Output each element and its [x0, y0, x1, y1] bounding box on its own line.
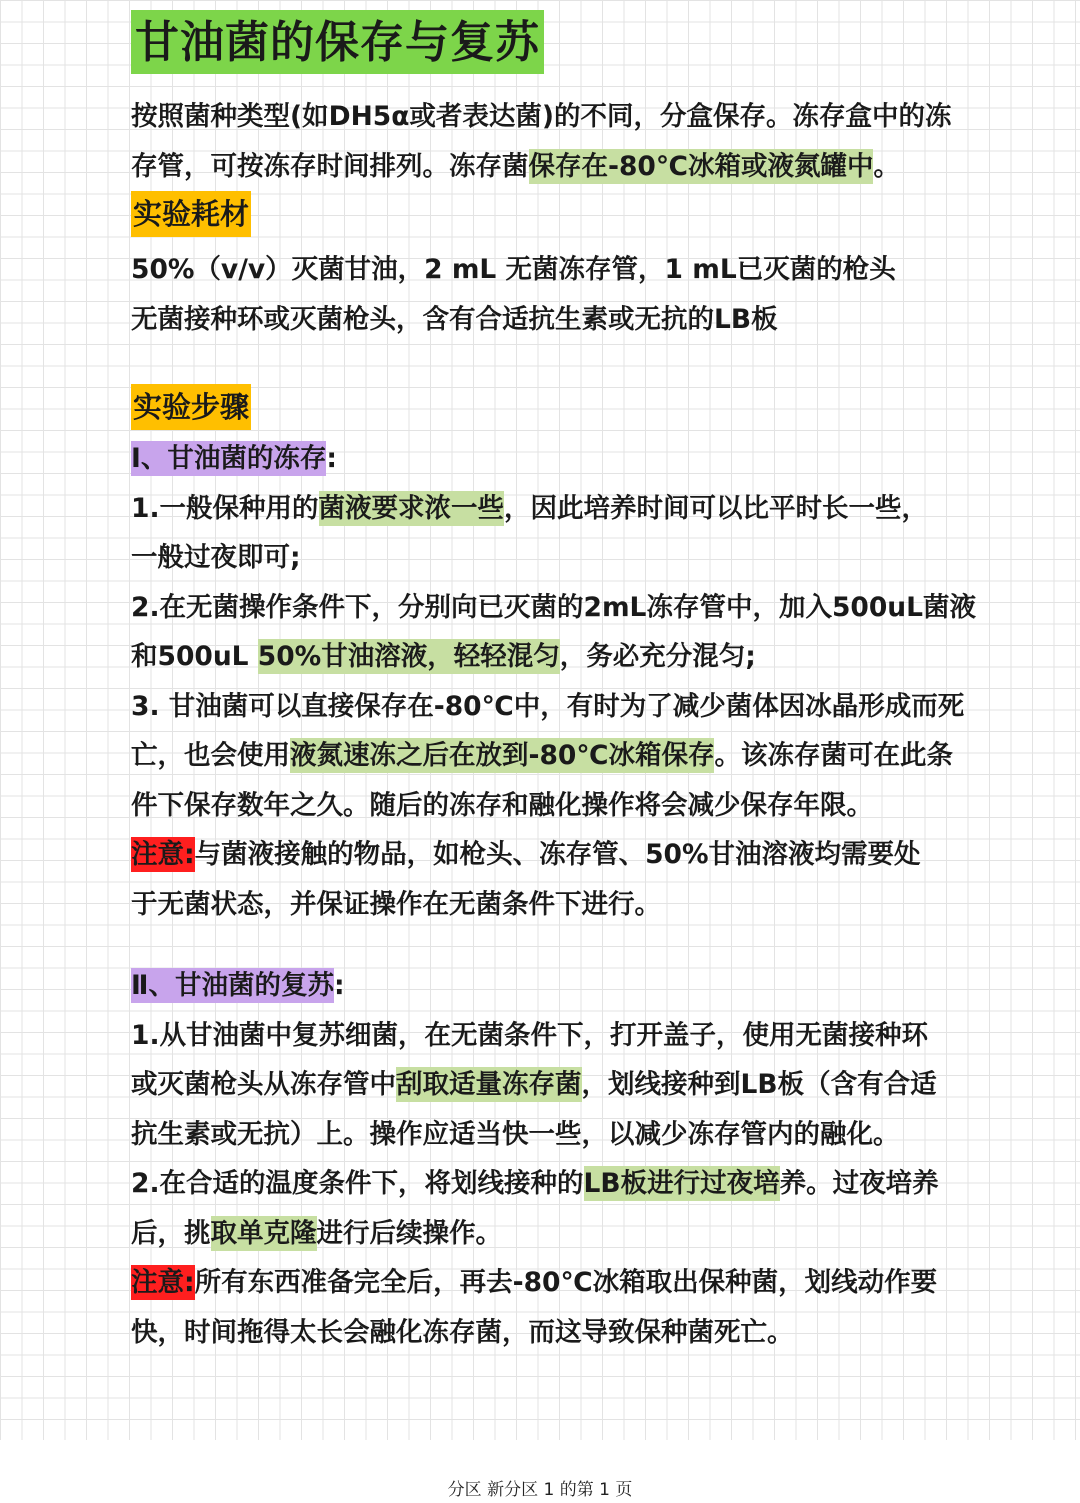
section-1-note-cont: 于无菌状态，并保证操作在无菌条件下进行。: [131, 888, 661, 920]
section-2-step-1-end: 抗生素或无抗）上。操作应适当快一些，以减少冻存管内的融化。: [131, 1118, 900, 1150]
section-1-step-1-cont: 一般过夜即可;: [131, 542, 301, 573]
intro-text: 存管，可按冻存时间排列。冻存菌: [131, 150, 529, 182]
section-2-colon: :: [333, 970, 345, 1001]
section-2-step-2-cont: [131, 1209, 1031, 1259]
section-1-note: [131, 830, 1031, 880]
section-2-step-1: 1.从甘油菌中复苏细菌，在无菌条件下，打开盖子，使用无菌接种环: [131, 1019, 929, 1051]
section-2-step-1-cont: [131, 1060, 1031, 1110]
section-1-step-3: 3. 甘油菌可以直接保存在-80℃中，有时为了减少菌体因冰晶形成而死: [131, 690, 965, 722]
section-2-title-line: [131, 961, 1031, 1011]
step-text: 或灭菌枪头从冻存管中: [131, 1069, 396, 1100]
section-1-step-2-cont: [131, 632, 1031, 682]
section-1-step-3-end: 件下保存数年之久。随后的冻存和融化操作将会减少保存年限。: [131, 789, 873, 821]
steps-heading: 实验步骤: [131, 384, 251, 430]
section-1-colon: :: [326, 443, 337, 474]
highlight-overnight: LB板进行过夜培: [583, 1168, 780, 1199]
step-text: ，因此培养时间可以比平时长一些，: [504, 492, 929, 524]
section-1-title: Ⅰ、甘油菌的冻存: [131, 443, 327, 474]
highlight-liquid-nitrogen: 液氮速冻之后在放到-80℃冰箱保存: [290, 740, 715, 771]
note-text: 所有东西准备完全后，再去-80℃冰箱取出保种菌，划线动作要: [194, 1267, 938, 1298]
section-2-note: [131, 1258, 1031, 1308]
page-footer: 分区 新分区 1 的第 1 页: [447, 1480, 633, 1500]
highlight-storage-temp: 保存在-80℃冰箱或液氮罐中: [528, 150, 874, 182]
section-2-note-cont: 快，时间拖得太长会融化冻存菌，而这导致保种菌死亡。: [131, 1316, 794, 1348]
note-label: 注意:: [131, 839, 195, 870]
note-label: 注意:: [131, 1267, 195, 1298]
page-title: 甘油菌的保存与复苏: [131, 10, 544, 74]
section-2-step-2: [131, 1159, 1031, 1209]
note-text: 与菌液接触的物品，如枪头、冻存管、50%甘油溶液均需要处: [194, 839, 921, 870]
section-2-title: Ⅱ、甘油菌的复苏: [131, 970, 334, 1001]
step-text: 2.在合适的温度条件下，将划线接种的: [131, 1168, 584, 1199]
document-body: [131, 10, 1031, 1357]
step-text: 1.一般保种用的: [131, 492, 319, 524]
step-text: 后，挑: [131, 1217, 211, 1249]
step-text: 亡，也会使用: [131, 740, 290, 771]
section-1-step-2: 2.在无菌操作条件下，分别向已灭菌的2mL冻存管中，加入500uL菌液: [131, 591, 977, 623]
intro-text: 按照菌种类型(如DH5α或者表达菌)的不同，分盒保存。冻存盒中的冻: [131, 101, 952, 132]
intro-line-2: [131, 142, 1031, 192]
highlight-scrape: 刮取适量冻存菌: [396, 1069, 582, 1100]
materials-heading: 实验耗材: [131, 191, 251, 237]
step-text: ，务必充分混匀;: [559, 641, 756, 672]
materials-line-1: 50%（v/v）灭菌甘油，2 mL 无菌冻存管，1 mL已灭菌的枪头: [131, 254, 896, 285]
step-text: 养。过夜培养: [779, 1168, 939, 1199]
highlight-glycerol-mix: 50%甘油溶液，轻轻混匀: [257, 641, 560, 672]
step-text: 。该冻存菌可在此条: [714, 740, 953, 771]
materials-line-2: 无菌接种环或灭菌枪头，含有合适抗生素或无抗的LB板: [131, 303, 778, 335]
section-1-step-3-cont: [131, 731, 1031, 781]
step-text: 进行后续操作。: [316, 1217, 502, 1249]
intro-line-1: [131, 92, 1031, 142]
step-text: 和500uL: [131, 641, 258, 672]
intro-text: 。: [873, 150, 900, 182]
section-1-step-1: [131, 484, 1031, 534]
highlight-single-colony: 取单克隆: [210, 1217, 317, 1249]
section-1-title-line: [131, 434, 1031, 484]
highlight-concentrated: 菌液要求浓一些: [318, 492, 505, 524]
step-text: ，划线接种到LB板（含有合适: [581, 1069, 937, 1100]
